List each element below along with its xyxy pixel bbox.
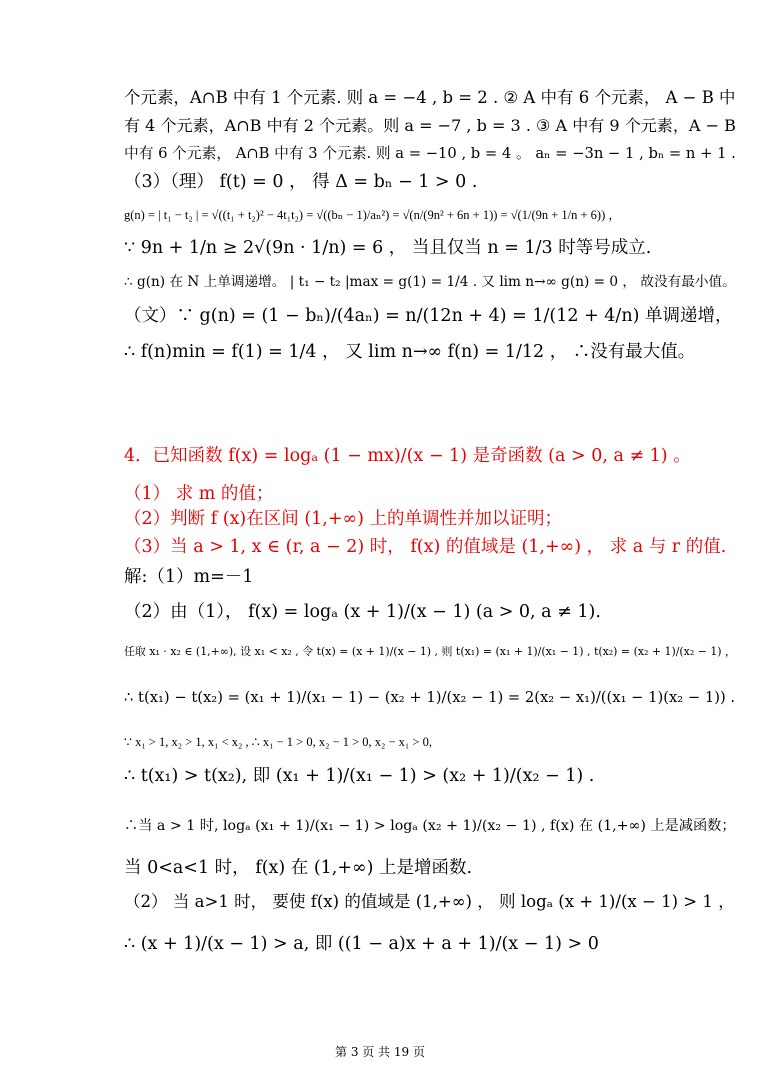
text-line-7: ∴ g(n) 在 N 上单调递增。 | t₁ − t₂ |max = g(1) = 1/4 . 又 lim n→∞ g(n) = 0 ， 故没有最小值。 [124,274,736,290]
text-line-2: 有 4 个元素，A∩B 中有 2 个元素。则 a = −7 , b = 3 . ③ A 中有 9 个元素，A − B [124,116,736,135]
solution-line-3: 任取 x₁ · x₂ ∈ (1,+∞), 设 x₁ < x₂ , 令 t(x) = (x + 1)/(x − 1) , 则 t(x₁) = (x₁ + 1)/(x₁ − 1) , t(x₂) = (x₂ + 1)/(x₂ − 1) ， [124,645,736,658]
text-line-6: ∵ 9n + 1/n ≥ 2√(9n · 1/n) = 6 ， 当且仅当 n = 1/3 时等号成立. [124,238,652,258]
text-line-5: g(n) = | t₁ − t₂ | = √((t₁ + t₂)² − 4t₁t₂) = √((bₙ − 1)/aₙ²) = √(n/(9n² + 6n + 1)) = √(1/(9n + 1/n + 6)) ， [124,208,621,222]
problem-4-part-2: （2）判断 f (x)在区间 (1,+∞) 上的单调性并加以证明； [124,509,562,529]
text-line-1: 个元素，A∩B 中有 1 个元素. 则 a = −4 , b = 2 . ② A 中有 6 个元素， A − B 中 [124,88,736,107]
problem-4-part-3: （3）当 a > 1, x ∈ (r, a − 2) 时， f(x) 的值域是 (1,+∞) ， 求 a 与 r 的值. [124,537,727,557]
text-line-4: （3）（理） f(t) = 0 ， 得 Δ = bₙ − 1 > 0 . [124,172,478,192]
page-footer: 第 3 页 共 19 页 [335,1045,425,1059]
solution-line-9: （2） 当 a>1 时， 要使 f(x) 的值域是 (1,+∞) ， 则 logₐ (x + 1)/(x − 1) > 1 ， [124,892,735,911]
text-line-9: ∴ f(n)min = f(1) = 1/4 ， 又 lim n→∞ f(n) = 1/12 ， ∴没有最大值。 [124,342,696,362]
text-line-8: （文）∵ g(n) = (1 − bₙ)/(4aₙ) = n/(12n + 4) = 1/(12 + 4/n) 单调递增， [124,306,733,326]
solution-line-5: ∵ x₁ > 1, x₂ > 1, x₁ < x₂ , ∴ x₁ − 1 > 0, x₂ − 1 > 0, x₂ − x₁ > 0, [124,735,432,749]
solution-line-7: ∴当 a > 1 时, logₐ (x₁ + 1)/(x₁ − 1) > logₐ (x₂ + 1)/(x₂ − 1) , f(x) 在 (1,+∞) 上是减函数； [124,818,736,834]
solution-line-10: ∴ (x + 1)/(x − 1) > a, 即 ((1 − a)x + a + 1)/(x − 1) > 0 [124,934,599,954]
solution-line-8: 当 0<a<1 时， f(x) 在 (1,+∞) 上是增函数. [124,858,473,878]
problem-4-part-1: （1） 求 m 的值； [124,484,274,504]
problem-4-statement: 4．已知函数 f(x) = logₐ (1 − mx)/(x − 1) 是奇函数 (a > 0, a ≠ 1) 。 [124,446,691,466]
solution-line-6: ∴ t(x₁) > t(x₂), 即 (x₁ + 1)/(x₁ − 1) > (x₂ + 1)/(x₂ − 1) . [124,766,595,786]
solution-line-2: （2）由（1）， f(x) = logₐ (x + 1)/(x − 1) (a > 0, a ≠ 1). [124,602,601,622]
solution-line-1: 解:（1）m=－1 [124,567,254,587]
solution-line-4: ∴ t(x₁) − t(x₂) = (x₁ + 1)/(x₁ − 1) − (x₂ + 1)/(x₂ − 1) = 2(x₂ − x₁)/((x₁ − 1)(x₂ − 1)) . [124,689,736,706]
text-line-3: 中有 6 个元素， A∩B 中有 3 个元素. 则 a = −10 , b = 4 。 aₙ = −3n − 1 , bₙ = n + 1 . [124,145,736,162]
